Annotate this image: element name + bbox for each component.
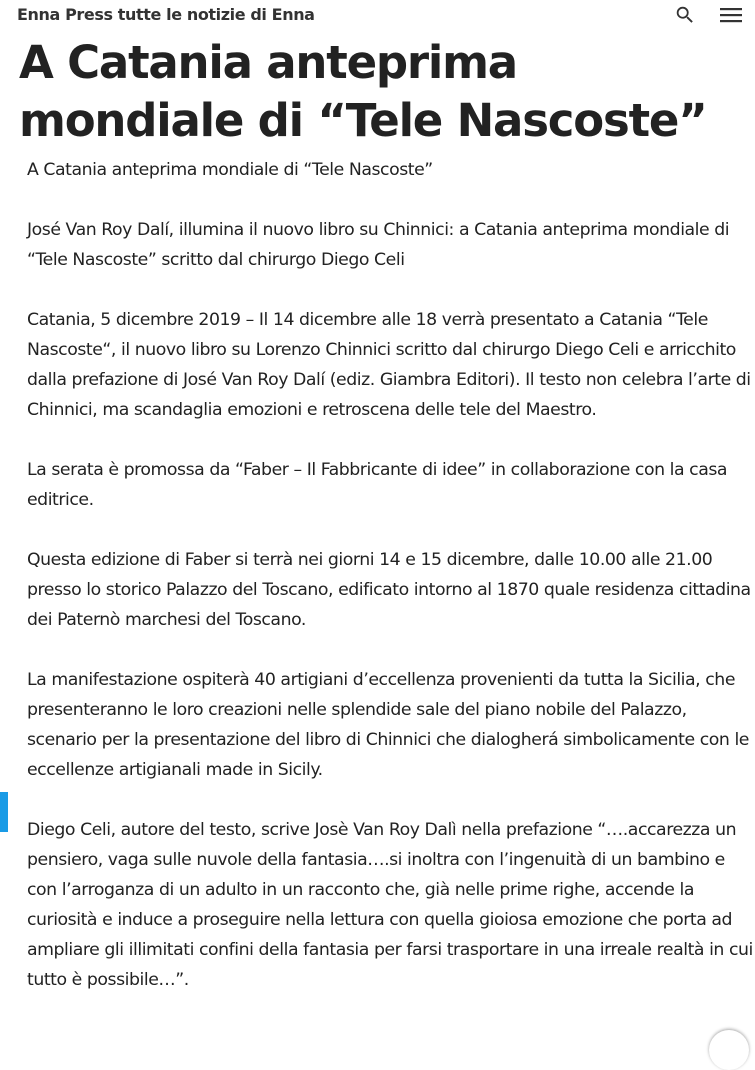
article-body	[27, 155, 755, 1025]
article-paragraph: A Catania anteprima mondiale di “Tele Nascoste”	[27, 160, 433, 180]
scroll-top-button[interactable]	[709, 1030, 749, 1070]
search-icon[interactable]	[674, 4, 696, 26]
article-paragraph: Catania, 5 dicembre 2019 – Il 14 dicembre alle 18 verrà presentato a Catania “Tele Nascoste“, il nuovo libro su Lorenzo Chinnici scritto dal chirurgo Diego Celi e arricchito dalla prefazione di José Van Roy Dalí (ediz. Giambra Editori). Il testo non celebra l’arte di Chinnici, ma scandaglia emozioni e retroscena delle tele del Maestro.	[27, 310, 751, 420]
side-tab[interactable]	[0, 792, 8, 832]
site-header	[0, 0, 755, 30]
article-paragraph: Questa edizione di Faber si terrà nei giorni 14 e 15 dicembre, dalle 10.00 alle 21.00 presso lo storico Palazzo del Toscano, edificato intorno al 1870 quale residenza cittadina dei Paternò marchesi del Toscano.	[27, 550, 751, 630]
hamburger-menu-icon[interactable]	[719, 4, 743, 26]
article-paragraph: La serata è promossa da “Faber – Il Fabbricante di idee” in collaborazione con la casa editrice.	[27, 460, 728, 510]
article-paragraph: La manifestazione ospiterà 40 artigiani d’eccellenza provenienti da tutta la Sicilia, che presenteranno le loro creazioni nelle splendide sale del piano nobile del Palazzo, scenario per la presentazione del libro di Chinnici che dialogherá simbolicamente con le eccellenze artigianali made in Sicily.	[27, 670, 749, 780]
article-headline: A Catania anteprima mondiale di “Tele Nascoste”	[19, 36, 707, 147]
article-paragraph: José Van Roy Dalí, illumina il nuovo libro su Chinnici: a Catania anteprima mondiale di “Tele Nascoste” scritto dal chirurgo Diego Celi	[27, 220, 730, 270]
article-paragraph: Diego Celi, autore del testo, scrive Josè Van Roy Dalì nella prefazione “….accarezza un pensiero, vaga sulle nuvole della fantasia….si inoltra con l’ingenuità di un bambino e con l’arroganza di un adulto in un racconto che, già nelle prime righe, accende la curiosità e induce a proseguire nella lettura con quella gioiosa emozione che porta ad ampliare gli illimitati confini della fantasia per farsi trasportare in una irreale realtà in cui tutto è possibile…”.	[27, 820, 753, 990]
site-title[interactable]: Enna Press tutte le notizie di Enna	[17, 5, 315, 24]
